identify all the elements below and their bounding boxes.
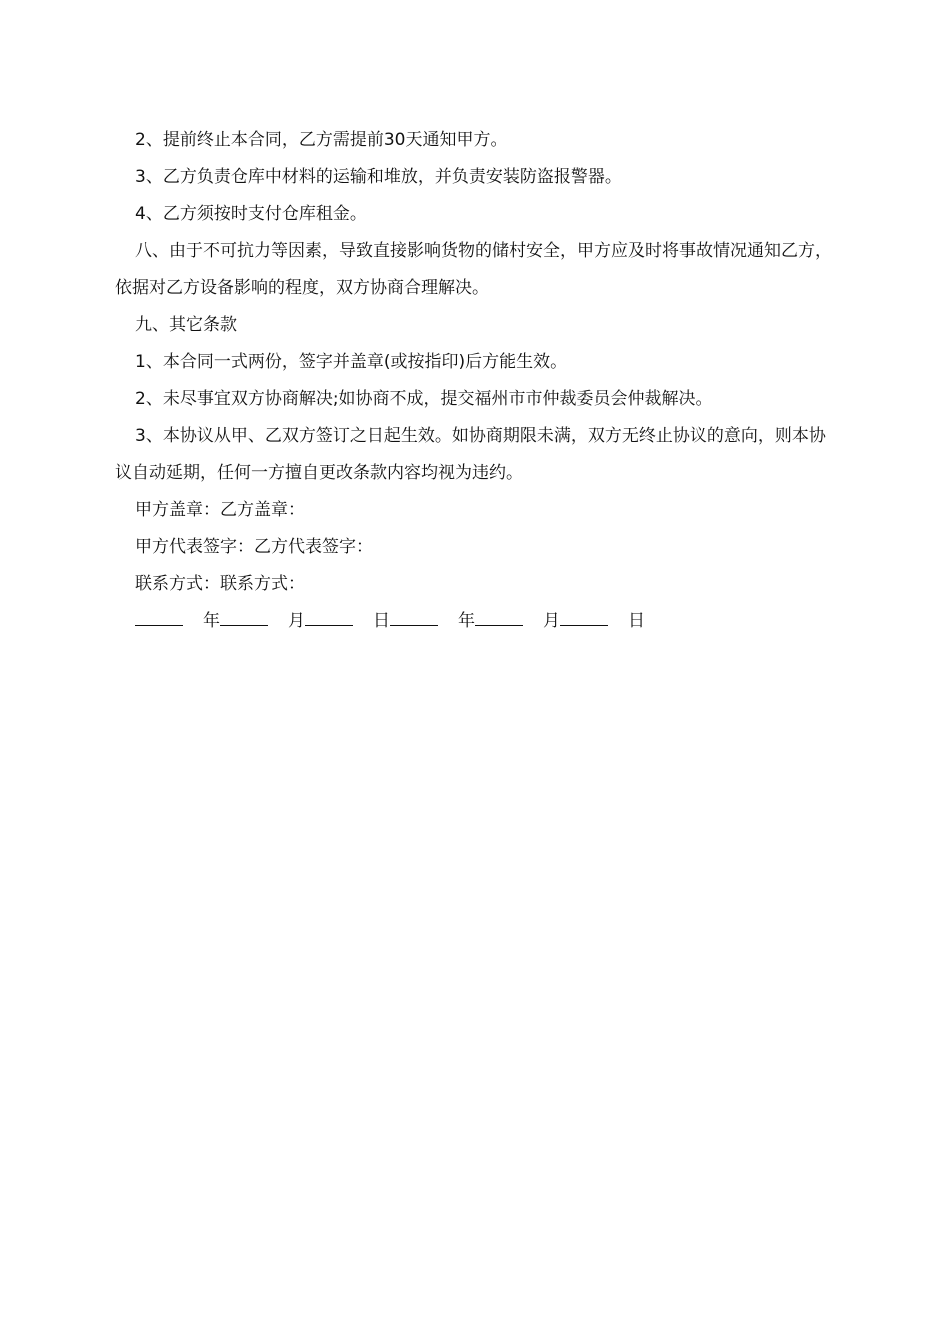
year-1-blank[interactable] [135, 611, 183, 626]
month-2-label: 月 [543, 611, 560, 631]
clause-4-rent-payment: 4、乙方须按时支付仓库租金。 [135, 204, 367, 224]
clause-1-copies: 1、本合同一式两份，签字并盖章(或按指印)后方能生效。 [135, 352, 568, 372]
month-1-label: 月 [288, 611, 305, 631]
year-2-blank[interactable] [390, 611, 438, 626]
clause-2-early-termination: 2、提前终止本合同，乙方需提前30天通知甲方。 [135, 130, 508, 150]
day-2-label: 日 [628, 611, 645, 631]
clause-3-effective-date: 3、本协议从甲、乙双方签订之日起生效。如协商期限未满，双方无终止协议的意向，则本协议自动延期，任何一方擅自更改条款内容均视为违约。 [115, 426, 826, 483]
year-2-label: 年 [458, 611, 475, 631]
seal-line: 甲方盖章：乙方盖章： [135, 500, 305, 520]
month-2-blank[interactable] [475, 611, 523, 626]
contract-body [115, 122, 840, 640]
day-1-blank[interactable] [305, 611, 353, 626]
day-1-label: 日 [373, 611, 390, 631]
date-line [115, 603, 840, 640]
representative-signature-line: 甲方代表签字：乙方代表签字： [135, 537, 373, 557]
clause-2-arbitration: 2、未尽事宜双方协商解决;如协商不成，提交福州市市仲裁委员会仲裁解决。 [135, 389, 713, 409]
clause-3-transport-storage: 3、乙方负责仓库中材料的运输和堆放，并负责安装防盗报警器。 [135, 167, 622, 187]
contact-line: 联系方式：联系方式： [135, 574, 305, 594]
section-8-force-majeure: 八、由于不可抗力等因素，导致直接影响货物的储村安全，甲方应及时将事故情况通知乙方，依据对乙方设备影响的程度，双方协商合理解决。 [115, 241, 832, 298]
section-9-heading: 九、其它条款 [135, 315, 237, 335]
day-2-blank[interactable] [560, 611, 608, 626]
year-1-label: 年 [203, 611, 220, 631]
month-1-blank[interactable] [220, 611, 268, 626]
